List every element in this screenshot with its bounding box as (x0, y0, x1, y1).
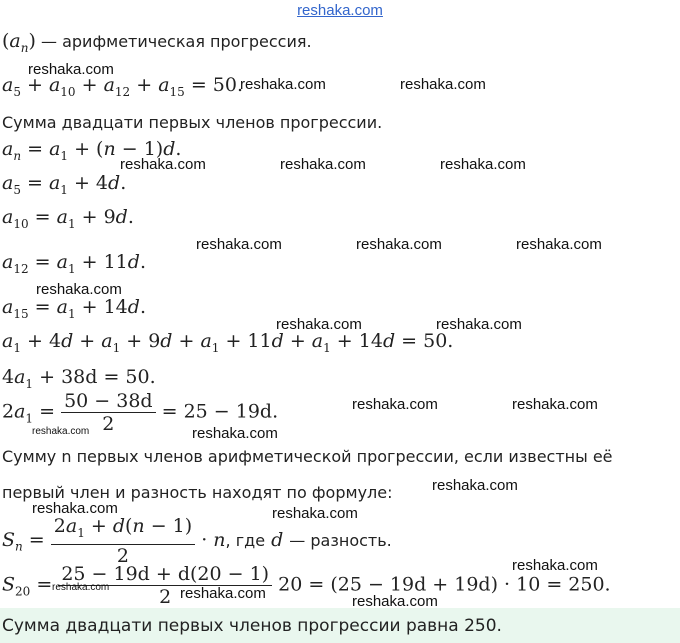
a10-formula: $a_{10} = a_1 + 9d$. (2, 206, 134, 231)
watermark: reshaka.com (32, 426, 90, 437)
watermark: reshaka.com (280, 156, 366, 173)
simplified-equation: $4a_1 + 38d = 50$. (2, 366, 156, 391)
half-fraction-numerator: 50 − 38d (61, 390, 156, 413)
sum-expansion: $a_1 + 4d + a_1 + 9d + a_1 + 11d + a_1 + 14d = 50$. (2, 330, 454, 355)
watermark: reshaka.com (276, 316, 362, 333)
a5-formula: $a_5 = a_1 + 4d$. (2, 172, 127, 197)
a12-formula: $a_{12} = a_1 + 11d$. (2, 251, 146, 276)
watermark: reshaka.com (432, 477, 518, 494)
sequence-symbol: $(a_n)$ (2, 30, 36, 55)
half-fraction-denominator: 2 (102, 413, 115, 435)
watermark: reshaka.com (400, 76, 486, 93)
watermark: reshaka.com (436, 316, 522, 333)
answer-text: Сумма двадцати первых членов прогрессии равна 250. (2, 616, 502, 636)
watermark: reshaka.com (52, 582, 110, 593)
watermark: reshaka.com (36, 281, 122, 298)
intro-line (2, 30, 312, 55)
watermark: reshaka.com (272, 505, 358, 522)
s20-equation: $S_{20}$ = $\frac{25 - 19d + d(20 - 1)}{2}$ 20 = (25 − 19d + 19d) · 10 = 250. (2, 563, 611, 608)
site-link[interactable]: reshaka.com (297, 2, 383, 19)
a15-formula: $a_{15} = a_1 + 14d$. (2, 296, 146, 321)
watermark: reshaka.com (196, 236, 282, 253)
half-fraction-result: = 25 − 19d. (161, 400, 279, 423)
watermark: reshaka.com (440, 156, 526, 173)
s20-result: 20 = (25 − 19d + 19d) · 10 = 250. (278, 573, 611, 596)
watermark: reshaka.com (120, 156, 206, 173)
intro-text: — арифметическая прогрессия. (41, 32, 312, 51)
sum-text-2: первый член и разность находят по формуле: (2, 483, 393, 502)
s20-numerator: 25 − 19d + d(20 − 1) (58, 563, 272, 586)
sum-formula: $S_n$ = $\frac{2a_1 + d(n - 1)}{2}$ · n, где d — разность. (2, 515, 392, 567)
sum-text-1: Сумму n первых членов арифметической прогрессии, если известны её (2, 447, 613, 466)
watermark: reshaka.com (512, 396, 598, 413)
watermark: reshaka.com (516, 236, 602, 253)
sum-formula-denominator: 2 (116, 544, 130, 567)
watermark: reshaka.com (28, 61, 114, 78)
s20-denominator: 2 (159, 586, 172, 608)
watermark: reshaka.com (180, 585, 266, 602)
sum-formula-numerator: $2a_1 + d(n - 1)$ (51, 515, 195, 545)
condition-equation: $a_5 + a_{10} + a_{12} + a_{15} = 50$. (2, 74, 244, 99)
goal-text: Сумма двадцати первых членов прогрессии. (2, 113, 383, 132)
sum-formula-fraction (51, 515, 195, 567)
watermark: reshaka.com (352, 396, 438, 413)
watermark: reshaka.com (352, 593, 438, 610)
watermark: reshaka.com (192, 425, 278, 442)
watermark: reshaka.com (356, 236, 442, 253)
general-term-formula: $a_n = a_1 + (n - 1)d$. (2, 138, 182, 163)
watermark: reshaka.com (32, 500, 118, 517)
half-equation: $2a_1$ = $\frac{50 - 38d}{2}$ = 25 − 19d. (2, 390, 279, 435)
watermark: reshaka.com (512, 557, 598, 574)
watermark: reshaka.com (240, 76, 326, 93)
